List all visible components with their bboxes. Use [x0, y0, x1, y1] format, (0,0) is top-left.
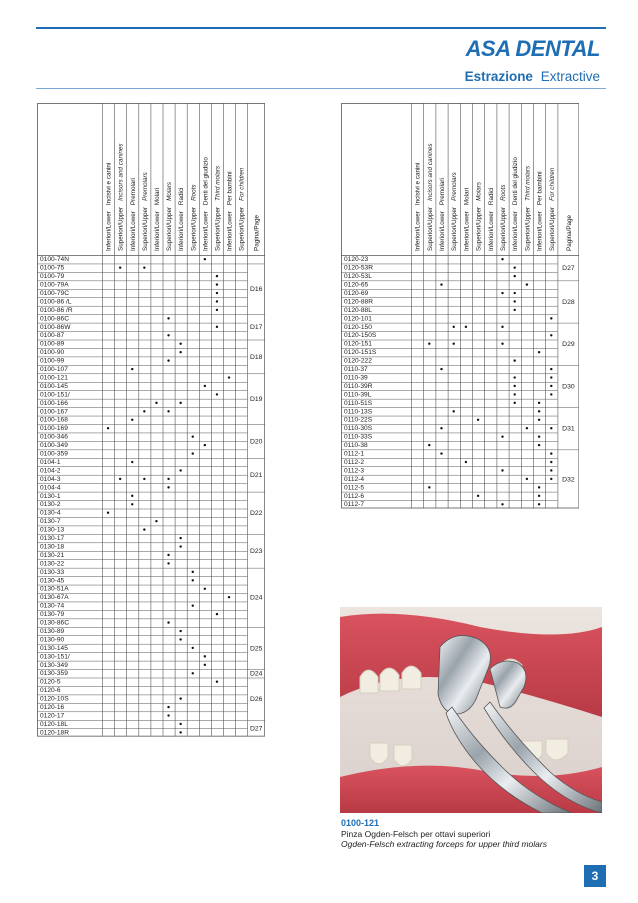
table-mark-dot — [143, 478, 145, 480]
caption-english: Ogden-Felsch extracting forceps for upper third molars — [341, 839, 547, 849]
product-code: 0110-51S — [344, 399, 373, 407]
table-mark-dot — [192, 579, 194, 581]
table-mark-dot — [167, 359, 169, 361]
product-code: 0110-33S — [344, 433, 373, 441]
table-mark-dot — [204, 444, 206, 446]
table-mark-dot — [119, 478, 121, 480]
table-mark-dot — [179, 537, 181, 539]
table-mark-dot — [228, 596, 230, 598]
table-mark-dot — [477, 419, 479, 421]
page-reference: D18 — [249, 353, 263, 361]
table-mark-dot — [501, 258, 503, 260]
table-mark-dot — [143, 410, 145, 412]
page-column-header: Pagina/Page — [565, 214, 573, 251]
product-code: 0112-4 — [344, 475, 365, 483]
table-mark-dot — [550, 452, 552, 454]
product-code: 0120-101 — [344, 315, 372, 323]
product-code: 0112-3 — [344, 467, 365, 475]
product-code: 0120-69 — [344, 289, 369, 297]
product-code: 0110-39 — [344, 374, 368, 382]
product-code: 0130-89 — [40, 627, 65, 635]
table-mark-dot — [167, 410, 169, 412]
table-mark-dot — [216, 292, 218, 294]
table-mark-dot — [204, 258, 206, 260]
table-mark-dot — [167, 621, 169, 623]
page-reference: D30 — [562, 383, 575, 391]
product-code: 0120-88L — [344, 306, 372, 314]
table-mark-dot — [179, 351, 181, 353]
product-table-right — [341, 103, 579, 514]
table-mark-dot — [119, 266, 121, 268]
product-code: 0120-150S — [344, 332, 377, 340]
table-mark-dot — [477, 495, 479, 497]
table-mark-dot — [204, 664, 206, 666]
caption-code: 0100-121 — [341, 818, 380, 828]
product-code: 0130-33 — [40, 568, 65, 576]
product-code: 0104-2 — [40, 467, 61, 475]
table-mark-dot — [167, 562, 169, 564]
product-code: 0130-1 — [40, 492, 61, 500]
table-mark-dot — [179, 402, 181, 404]
table-mark-dot — [216, 613, 218, 615]
table-mark-dot — [179, 731, 181, 733]
table-mark-dot — [179, 469, 181, 471]
caption-italian: Pinza Ogden-Felsch per ottavi superiori — [341, 828, 491, 839]
table-mark-dot — [538, 410, 540, 412]
product-code: 0100-169 — [40, 425, 68, 433]
product-code: 0104-3 — [40, 475, 61, 483]
table-mark-dot — [526, 427, 528, 429]
table-mark-dot — [428, 343, 430, 345]
table-mark-dot — [550, 334, 552, 336]
table-mark-dot — [204, 385, 206, 387]
product-code: 0100-86W — [40, 323, 71, 331]
page-reference: D32 — [562, 476, 575, 484]
product-code: 0120-17 — [40, 712, 65, 720]
table-mark-dot — [167, 706, 169, 708]
column-header: Superiori/UpperMolars — [475, 181, 483, 251]
column-header: Inferiori/LowerMolari — [153, 187, 161, 251]
table-mark-dot — [167, 714, 169, 716]
table-mark-dot — [155, 520, 157, 522]
table-mark-dot — [143, 528, 145, 530]
table-mark-dot — [501, 503, 503, 505]
table-mark-dot — [501, 435, 503, 437]
product-code: 0100-86 /R — [40, 306, 73, 314]
product-code: 0100-107 — [40, 366, 68, 373]
table-mark-dot — [216, 300, 218, 302]
product-code: 0104-4 — [40, 484, 61, 492]
page-reference: D24 — [249, 594, 263, 602]
product-code: 0120-23 — [344, 256, 369, 264]
table-mark-dot — [192, 452, 194, 454]
table-mark-dot — [107, 427, 109, 429]
column-header: Inferiori/LowerPremolari — [439, 178, 446, 251]
product-code: 0120-150 — [344, 323, 372, 331]
table-mark-dot — [550, 478, 552, 480]
product-code: 0100-346 — [40, 433, 68, 441]
table-mark-dot — [440, 283, 442, 285]
table-mark-dot — [107, 512, 109, 514]
table-grid — [37, 103, 265, 737]
table-mark-dot — [428, 444, 430, 446]
section-title — [465, 69, 600, 84]
table-mark-dot — [550, 368, 552, 370]
column-header: Inferiori/LowerPer bambini — [536, 171, 544, 251]
table-mark-dot — [501, 292, 503, 294]
column-header: Inferiori/LowerPremolari — [129, 178, 137, 251]
table-mark-dot — [131, 461, 133, 463]
table-mark-dot — [216, 393, 218, 395]
table-mark-dot — [204, 588, 206, 590]
column-header: Superiori/UpperIncisors and canines — [117, 143, 125, 251]
product-code: 0130-145 — [40, 644, 68, 652]
table-mark-dot — [216, 275, 218, 277]
column-header: Superiori/UpperPremolars — [141, 172, 149, 251]
column-header: Superiori/UpperIncisors and canines — [426, 143, 434, 251]
product-code: 0110-39R — [344, 382, 373, 390]
column-header: Superiori/UpperPremolars — [451, 172, 459, 251]
column-header: Inferiori/LowerDenti del giudizio — [512, 157, 520, 251]
table-mark-dot — [167, 334, 169, 336]
table-mark-dot — [179, 343, 181, 345]
product-code: 0120-18R — [40, 729, 69, 737]
column-header: Superiori/UpperMolars — [166, 181, 174, 251]
brand-logo: ASA DENTAL — [465, 36, 600, 61]
table-mark-dot — [514, 292, 516, 294]
table-mark-dot — [216, 283, 218, 285]
table-mark-dot — [453, 343, 455, 345]
table-mark-dot — [216, 309, 218, 311]
product-code: 0110-38 — [344, 442, 368, 450]
page-reference: D29 — [562, 341, 575, 349]
table-mark-dot — [192, 604, 194, 606]
column-header: Superiori/UpperFor children — [238, 167, 246, 251]
product-code: 0110-39L — [344, 391, 372, 399]
column-header: Superiori/UpperRoots — [500, 184, 507, 251]
column-header: Inferiori/LowerMolari — [463, 187, 471, 251]
product-code: 0130-51A — [40, 585, 69, 593]
page-reference: D26 — [249, 696, 263, 704]
product-code: 0112-6 — [344, 492, 365, 500]
product-code: 0112-7 — [344, 501, 365, 509]
product-code: 0100-90 — [40, 349, 65, 357]
table-mark-dot — [514, 376, 516, 378]
page-reference: D28 — [562, 298, 575, 306]
product-code: 0130-2 — [40, 501, 61, 509]
table-mark-dot — [550, 469, 552, 471]
page-reference: D19 — [249, 396, 263, 404]
page-reference: D17 — [249, 324, 263, 332]
product-code: 0130-4 — [40, 509, 61, 517]
table-mark-dot — [179, 697, 181, 699]
section-title-it: Estrazione — [464, 69, 533, 84]
product-code: 0130-21 — [40, 551, 65, 559]
product-code: 0120-151 — [344, 340, 372, 348]
product-code: 0130-86C — [40, 619, 69, 627]
product-code: 0130-79 — [40, 611, 65, 619]
table-mark-dot — [179, 723, 181, 725]
product-code: 0100-166 — [40, 399, 68, 407]
table-mark-dot — [192, 435, 194, 437]
table-mark-dot — [550, 317, 552, 319]
table-mark-dot — [167, 486, 169, 488]
product-code: 0130-18 — [40, 543, 65, 551]
product-code: 0100-75 — [40, 264, 65, 272]
table-mark-dot — [501, 326, 503, 328]
product-code: 0130-22 — [40, 560, 65, 568]
table-mark-dot — [538, 444, 540, 446]
table-mark-dot — [131, 419, 133, 421]
table-mark-dot — [550, 376, 552, 378]
section-title-en: Extractive — [540, 69, 600, 84]
product-code: 0120-18L — [40, 720, 68, 728]
table-mark-dot — [538, 419, 540, 421]
product-code: 0100-145 — [40, 382, 68, 390]
table-mark-dot — [428, 486, 430, 488]
table-mark-dot — [167, 317, 169, 319]
table-mark-dot — [514, 300, 516, 302]
product-code: 0120-151S — [344, 349, 377, 357]
product-code: 0110-22S — [344, 416, 373, 424]
table-mark-dot — [440, 427, 442, 429]
product-code: 0104-1 — [40, 458, 61, 466]
page-reference: D27 — [249, 725, 263, 733]
table-mark-dot — [204, 655, 206, 657]
table-mark-dot — [550, 461, 552, 463]
product-code: 0110-30S — [344, 425, 373, 433]
product-code: 0100-79A — [40, 281, 69, 289]
product-code: 0120-53L — [344, 273, 372, 281]
product-code: 0100-99 — [40, 357, 65, 365]
product-code: 0130-13 — [40, 526, 65, 534]
product-code: 0112-5 — [344, 484, 365, 492]
product-code: 0100-167 — [40, 408, 68, 416]
product-code: 0130-90 — [40, 636, 65, 644]
table-mark-dot — [514, 402, 516, 404]
table-mark-dot — [155, 402, 157, 404]
column-header: Inferiori/LowerIncisivi e canini — [414, 162, 422, 251]
table-mark-dot — [143, 266, 145, 268]
product-code: 0120-222 — [344, 357, 372, 365]
page-reference: D24 — [249, 670, 263, 678]
page-reference: D25 — [249, 645, 263, 653]
table-mark-dot — [514, 275, 516, 277]
product-code: 0130-151/ — [40, 653, 70, 661]
product-code: 0130-17 — [40, 535, 65, 542]
product-code: 0120-6 — [40, 687, 61, 695]
table-mark-dot — [440, 368, 442, 370]
table-mark-dot — [550, 393, 552, 395]
table-mark-dot — [514, 359, 516, 361]
page-column-header: Pagina/Page — [253, 214, 261, 251]
product-code: 0130-45 — [40, 577, 65, 585]
table-mark-dot — [501, 343, 503, 345]
table-mark-dot — [538, 351, 540, 353]
page-reference: D16 — [249, 286, 263, 294]
table-mark-dot — [179, 630, 181, 632]
product-code: 0100-349 — [40, 442, 68, 450]
column-header: Inferiori/LowerRadici — [487, 187, 495, 251]
page-reference: D20 — [249, 438, 263, 446]
product-code: 0100-86 /L — [40, 298, 72, 306]
page-number-badge: 3 — [584, 865, 606, 887]
table-mark-dot — [538, 503, 540, 505]
column-header: Inferiori/LowerPer bambini — [226, 171, 234, 251]
column-header: Superiori/UpperFor children — [548, 167, 556, 251]
table-mark-dot — [192, 571, 194, 573]
table-mark-dot — [179, 638, 181, 640]
table-mark-dot — [192, 672, 194, 674]
table-mark-dot — [192, 647, 194, 649]
product-code: 0100-89 — [40, 340, 65, 348]
page-reference: D23 — [249, 548, 263, 556]
product-code: 0130-349 — [40, 661, 68, 669]
product-code: 0112-1 — [344, 450, 365, 458]
product-code: 0100-168 — [40, 416, 68, 424]
product-table-left — [37, 103, 265, 742]
forceps-photo — [340, 607, 602, 813]
column-header: Inferiori/LowerDenti del giudizio — [202, 157, 210, 251]
table-mark-dot — [228, 376, 230, 378]
table-mark-dot — [167, 554, 169, 556]
table-mark-dot — [538, 495, 540, 497]
table-mark-dot — [501, 469, 503, 471]
table-mark-dot — [453, 326, 455, 328]
product-code: 0100-87 — [40, 332, 65, 340]
table-mark-dot — [538, 402, 540, 404]
table-mark-dot — [440, 452, 442, 454]
column-header: Superiori/UpperThird molars — [214, 165, 222, 251]
product-code: 0120-5 — [40, 678, 61, 686]
product-code: 0120-65 — [344, 281, 369, 289]
table-mark-dot — [514, 385, 516, 387]
product-code: 0100-86C — [40, 315, 69, 323]
table-mark-dot — [131, 495, 133, 497]
table-mark-dot — [550, 427, 552, 429]
column-header: Inferiori/LowerIncisivi e canini — [105, 162, 113, 251]
product-code: 0120-16 — [40, 704, 65, 711]
product-code: 0130-67A — [40, 594, 69, 602]
table-mark-dot — [514, 309, 516, 311]
table-mark-dot — [453, 410, 455, 412]
product-code: 0120-10S — [40, 695, 69, 703]
table-mark-dot — [526, 478, 528, 480]
product-code: 0100-79 — [40, 273, 65, 281]
header-rule — [36, 88, 606, 89]
page-reference: D22 — [249, 510, 263, 518]
product-code: 0110-13S — [344, 408, 373, 416]
table-mark-dot — [465, 461, 467, 463]
column-header: Superiori/UpperRoots — [190, 184, 198, 251]
table-mark-dot — [216, 681, 218, 683]
product-code: 0130-359 — [40, 670, 68, 678]
product-code: 0100-121 — [40, 374, 68, 382]
table-mark-dot — [514, 266, 516, 268]
table-mark-dot — [526, 283, 528, 285]
table-mark-dot — [514, 393, 516, 395]
top-rule — [36, 27, 606, 29]
table-mark-dot — [550, 385, 552, 387]
table-mark-dot — [465, 326, 467, 328]
photo-caption — [341, 818, 547, 850]
product-code: 0100-151/ — [40, 391, 70, 399]
product-code: 0100-79C — [40, 289, 69, 297]
product-code: 0100-359 — [40, 450, 68, 458]
product-code: 0110-37 — [344, 366, 368, 373]
table-grid — [341, 103, 579, 509]
column-header: Superiori/UpperThird molars — [524, 165, 532, 251]
product-code: 0112-2 — [344, 458, 365, 466]
table-mark-dot — [538, 435, 540, 437]
page-reference: D21 — [249, 472, 263, 480]
page-reference: D31 — [562, 425, 575, 433]
product-code: 0120-88R — [344, 298, 373, 306]
table-mark-dot — [131, 503, 133, 505]
table-mark-dot — [167, 478, 169, 480]
table-mark-dot — [538, 486, 540, 488]
table-mark-dot — [131, 368, 133, 370]
table-mark-dot — [179, 545, 181, 547]
product-code: 0130-74 — [40, 602, 65, 610]
page-reference: D27 — [562, 265, 575, 273]
product-code: 0130-7 — [40, 518, 61, 526]
product-code: 0120-53R — [344, 264, 373, 272]
table-mark-dot — [216, 326, 218, 328]
product-code: 0100-74N — [40, 256, 69, 264]
column-header: Inferiori/LowerRadici — [178, 187, 186, 251]
